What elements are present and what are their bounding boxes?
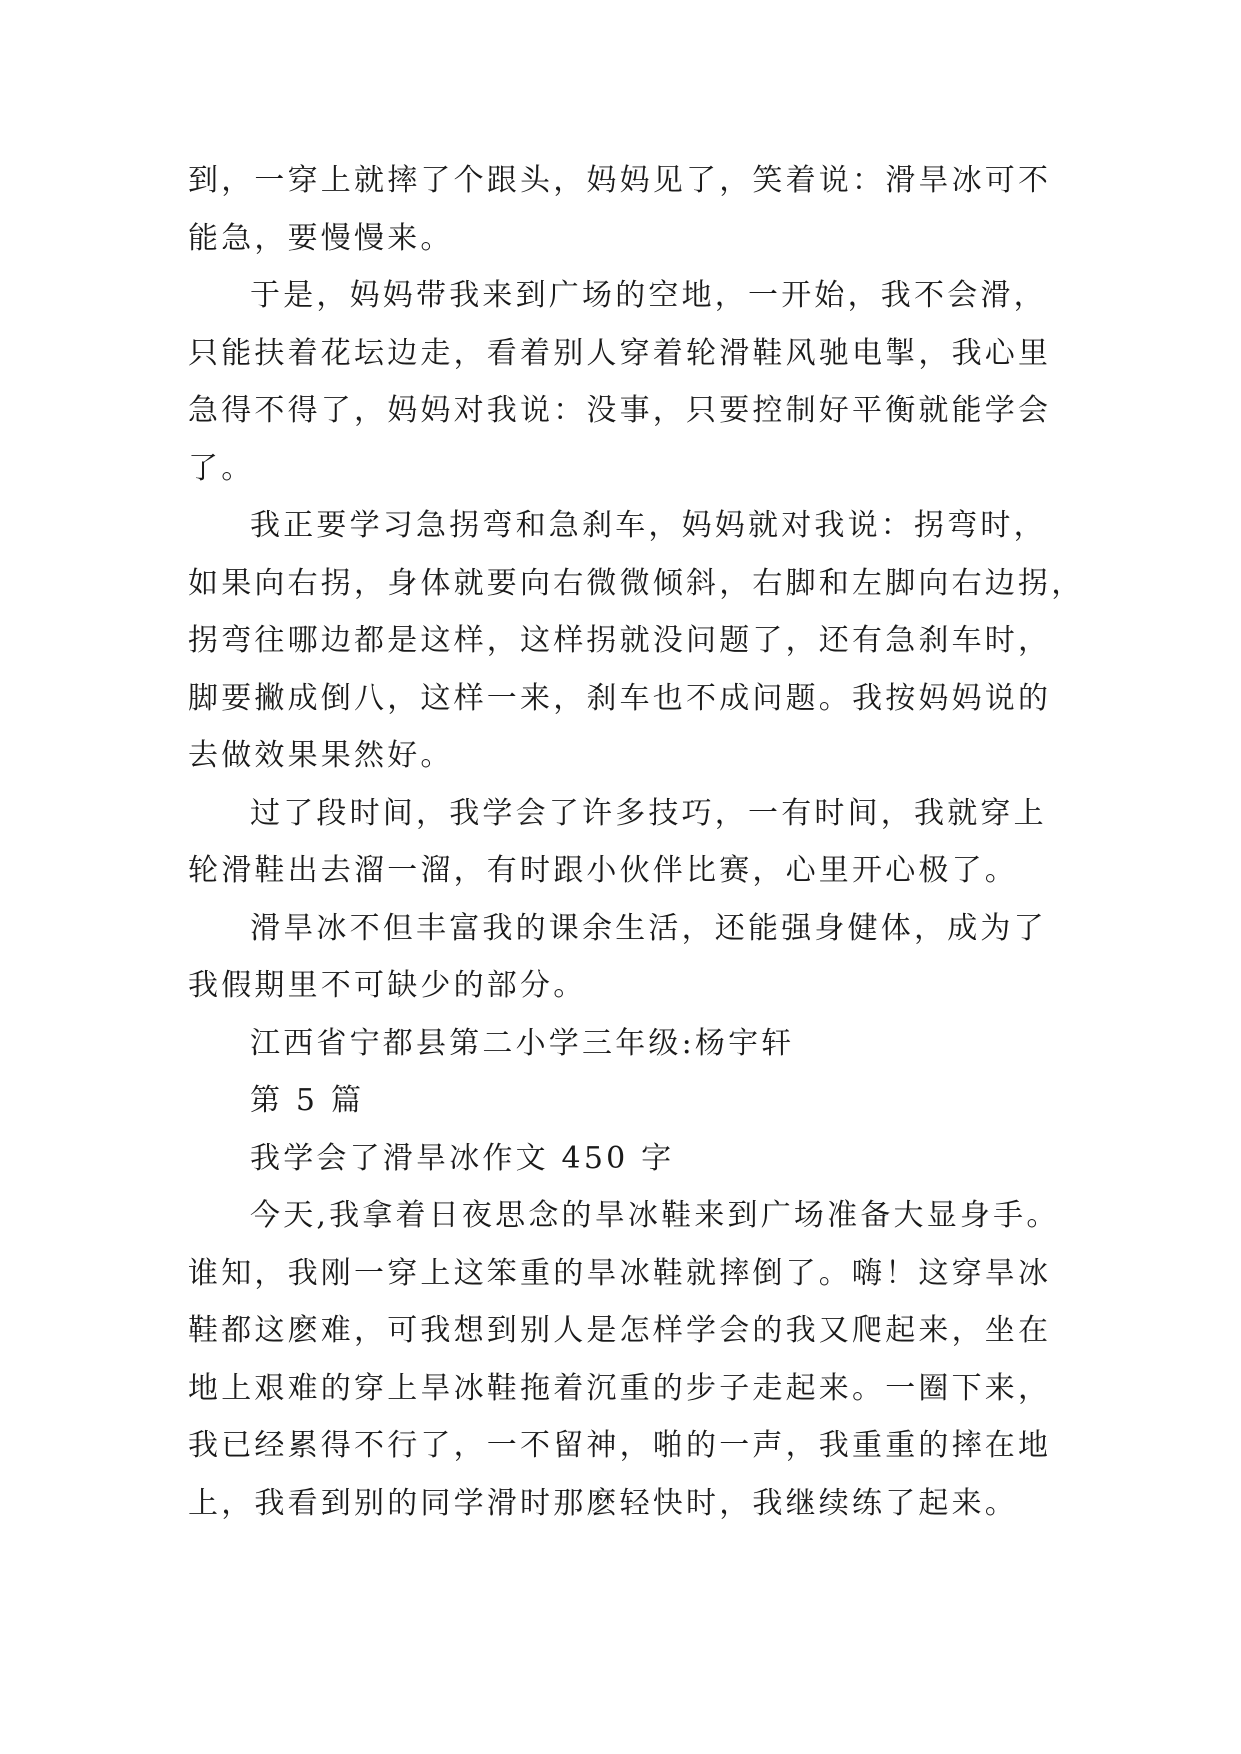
- text-line: 拐弯往哪边都是这样，这样拐就没问题了，还有急刹车时，: [188, 623, 1052, 658]
- text-line: 地上艰难的穿上旱冰鞋拖着沉重的步子走起来。一圈下来，: [188, 1370, 1052, 1406]
- text-line: 脚要撇成倒八，这样一来，刹车也不成问题。我按妈妈说的: [188, 680, 1052, 716]
- text-line: 上，我看到别的同学滑时那麽轻快时，我继续练了起来。: [188, 1485, 1018, 1521]
- text-line: 第 5 篇: [250, 1083, 365, 1118]
- document-page: [188, 152, 1085, 1532]
- text-line: 我学会了滑旱冰作文 450 字: [250, 1140, 675, 1176]
- text-line: 去做效果果然好。: [188, 738, 454, 773]
- text-line: 急得不得了，妈妈对我说：没事，只要控制好平衡就能学会: [188, 393, 1052, 428]
- text-line: 于是，妈妈带我来到广场的空地，一开始，我不会滑，: [250, 278, 1047, 313]
- text-line: 鞋都这麽难，可我想到别人是怎样学会的我又爬起来，坐在: [188, 1313, 1052, 1348]
- text-line: 我假期里不可缺少的部分。: [188, 968, 587, 1003]
- text-line: 江西省宁都县第二小学三年级:杨宇轩: [250, 1025, 795, 1061]
- text-line: 如果向右拐，身体就要向右微微倾斜，右脚和左脚向右边拐，: [188, 565, 1085, 601]
- text-line: 了。: [188, 450, 255, 486]
- text-line: 到，一穿上就摔了个跟头，妈妈见了，笑着说：滑旱冰可不: [188, 163, 1052, 198]
- text-line: 谁知，我刚一穿上这笨重的旱冰鞋就摔倒了。嗨！这穿旱冰: [188, 1255, 1052, 1291]
- text-line: 过了段时间，我学会了许多技巧，一有时间，我就穿上: [250, 795, 1047, 831]
- text-line: 我已经累得不行了，一不留神，啪的一声，我重重的摔在地: [188, 1428, 1052, 1463]
- text-line: 能急，要慢慢来。: [188, 220, 454, 256]
- text-line: 轮滑鞋出去溜一溜，有时跟小伙伴比赛，心里开心极了。: [188, 853, 1018, 888]
- text-line: 今天,我拿着日夜思念的旱冰鞋来到广场准备大显身手。: [250, 1198, 1060, 1233]
- text-line: 滑旱冰不但丰富我的课余生活，还能强身健体，成为了: [250, 910, 1047, 946]
- text-line: 我正要学习急拐弯和急刹车，妈妈就对我说：拐弯时，: [250, 508, 1047, 543]
- text-line: 只能扶着花坛边走，看着别人穿着轮滑鞋风驰电掣，我心里: [188, 335, 1052, 371]
